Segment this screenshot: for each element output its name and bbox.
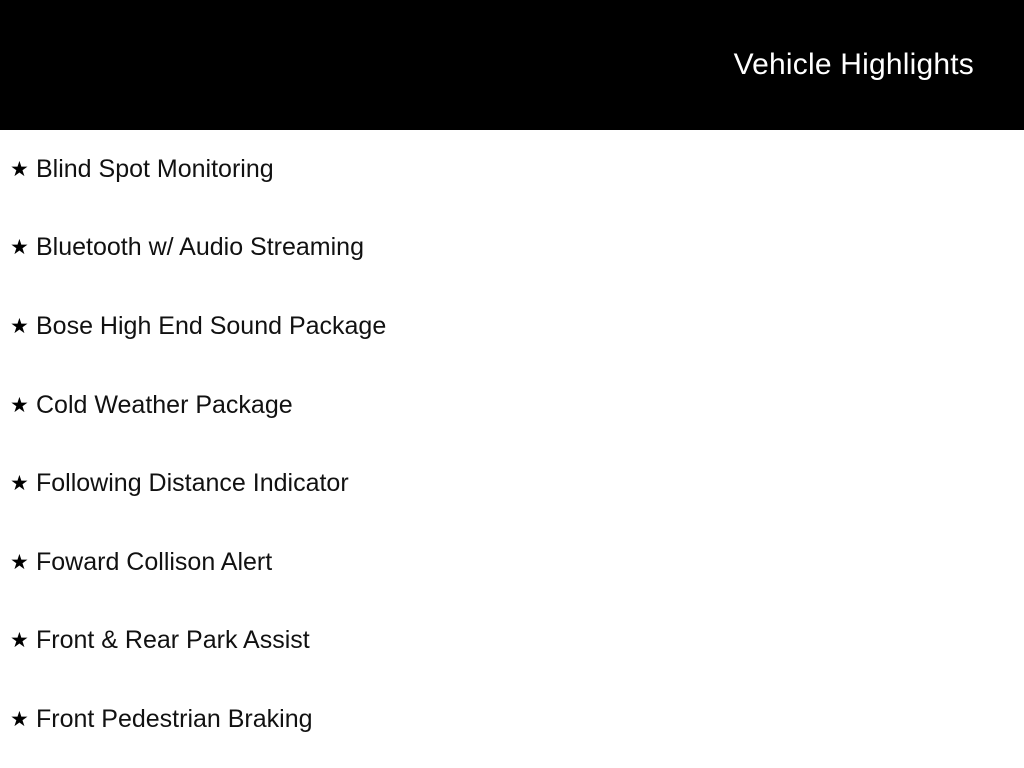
star-icon: ★ xyxy=(10,393,29,417)
star-icon: ★ xyxy=(10,157,29,181)
star-icon: ★ xyxy=(10,707,29,731)
highlight-label: Bose High End Sound Package xyxy=(36,311,387,340)
list-item xyxy=(0,366,1024,445)
page-title: Vehicle Highlights xyxy=(733,48,974,81)
list-item xyxy=(0,130,1024,209)
list-item xyxy=(0,680,1024,759)
star-icon: ★ xyxy=(10,629,29,653)
star-icon: ★ xyxy=(10,236,29,260)
highlight-label: Cold Weather Package xyxy=(36,390,293,419)
highlight-label: Following Distance Indicator xyxy=(36,469,349,498)
highlight-label: Blind Spot Monitoring xyxy=(36,154,274,183)
list-item xyxy=(0,287,1024,366)
star-icon: ★ xyxy=(10,550,29,574)
list-item xyxy=(0,602,1024,681)
star-icon: ★ xyxy=(10,314,29,338)
list-item xyxy=(0,444,1024,523)
vehicle-highlights-list xyxy=(0,130,1024,759)
highlight-label: Bluetooth w/ Audio Streaming xyxy=(36,233,364,262)
highlight-label: Foward Collison Alert xyxy=(36,547,273,576)
highlight-label: Front & Rear Park Assist xyxy=(36,626,310,655)
list-item xyxy=(0,209,1024,288)
highlight-label: Front Pedestrian Braking xyxy=(36,704,313,733)
list-item xyxy=(0,523,1024,602)
star-icon: ★ xyxy=(10,472,29,496)
header-bar xyxy=(0,0,1024,130)
